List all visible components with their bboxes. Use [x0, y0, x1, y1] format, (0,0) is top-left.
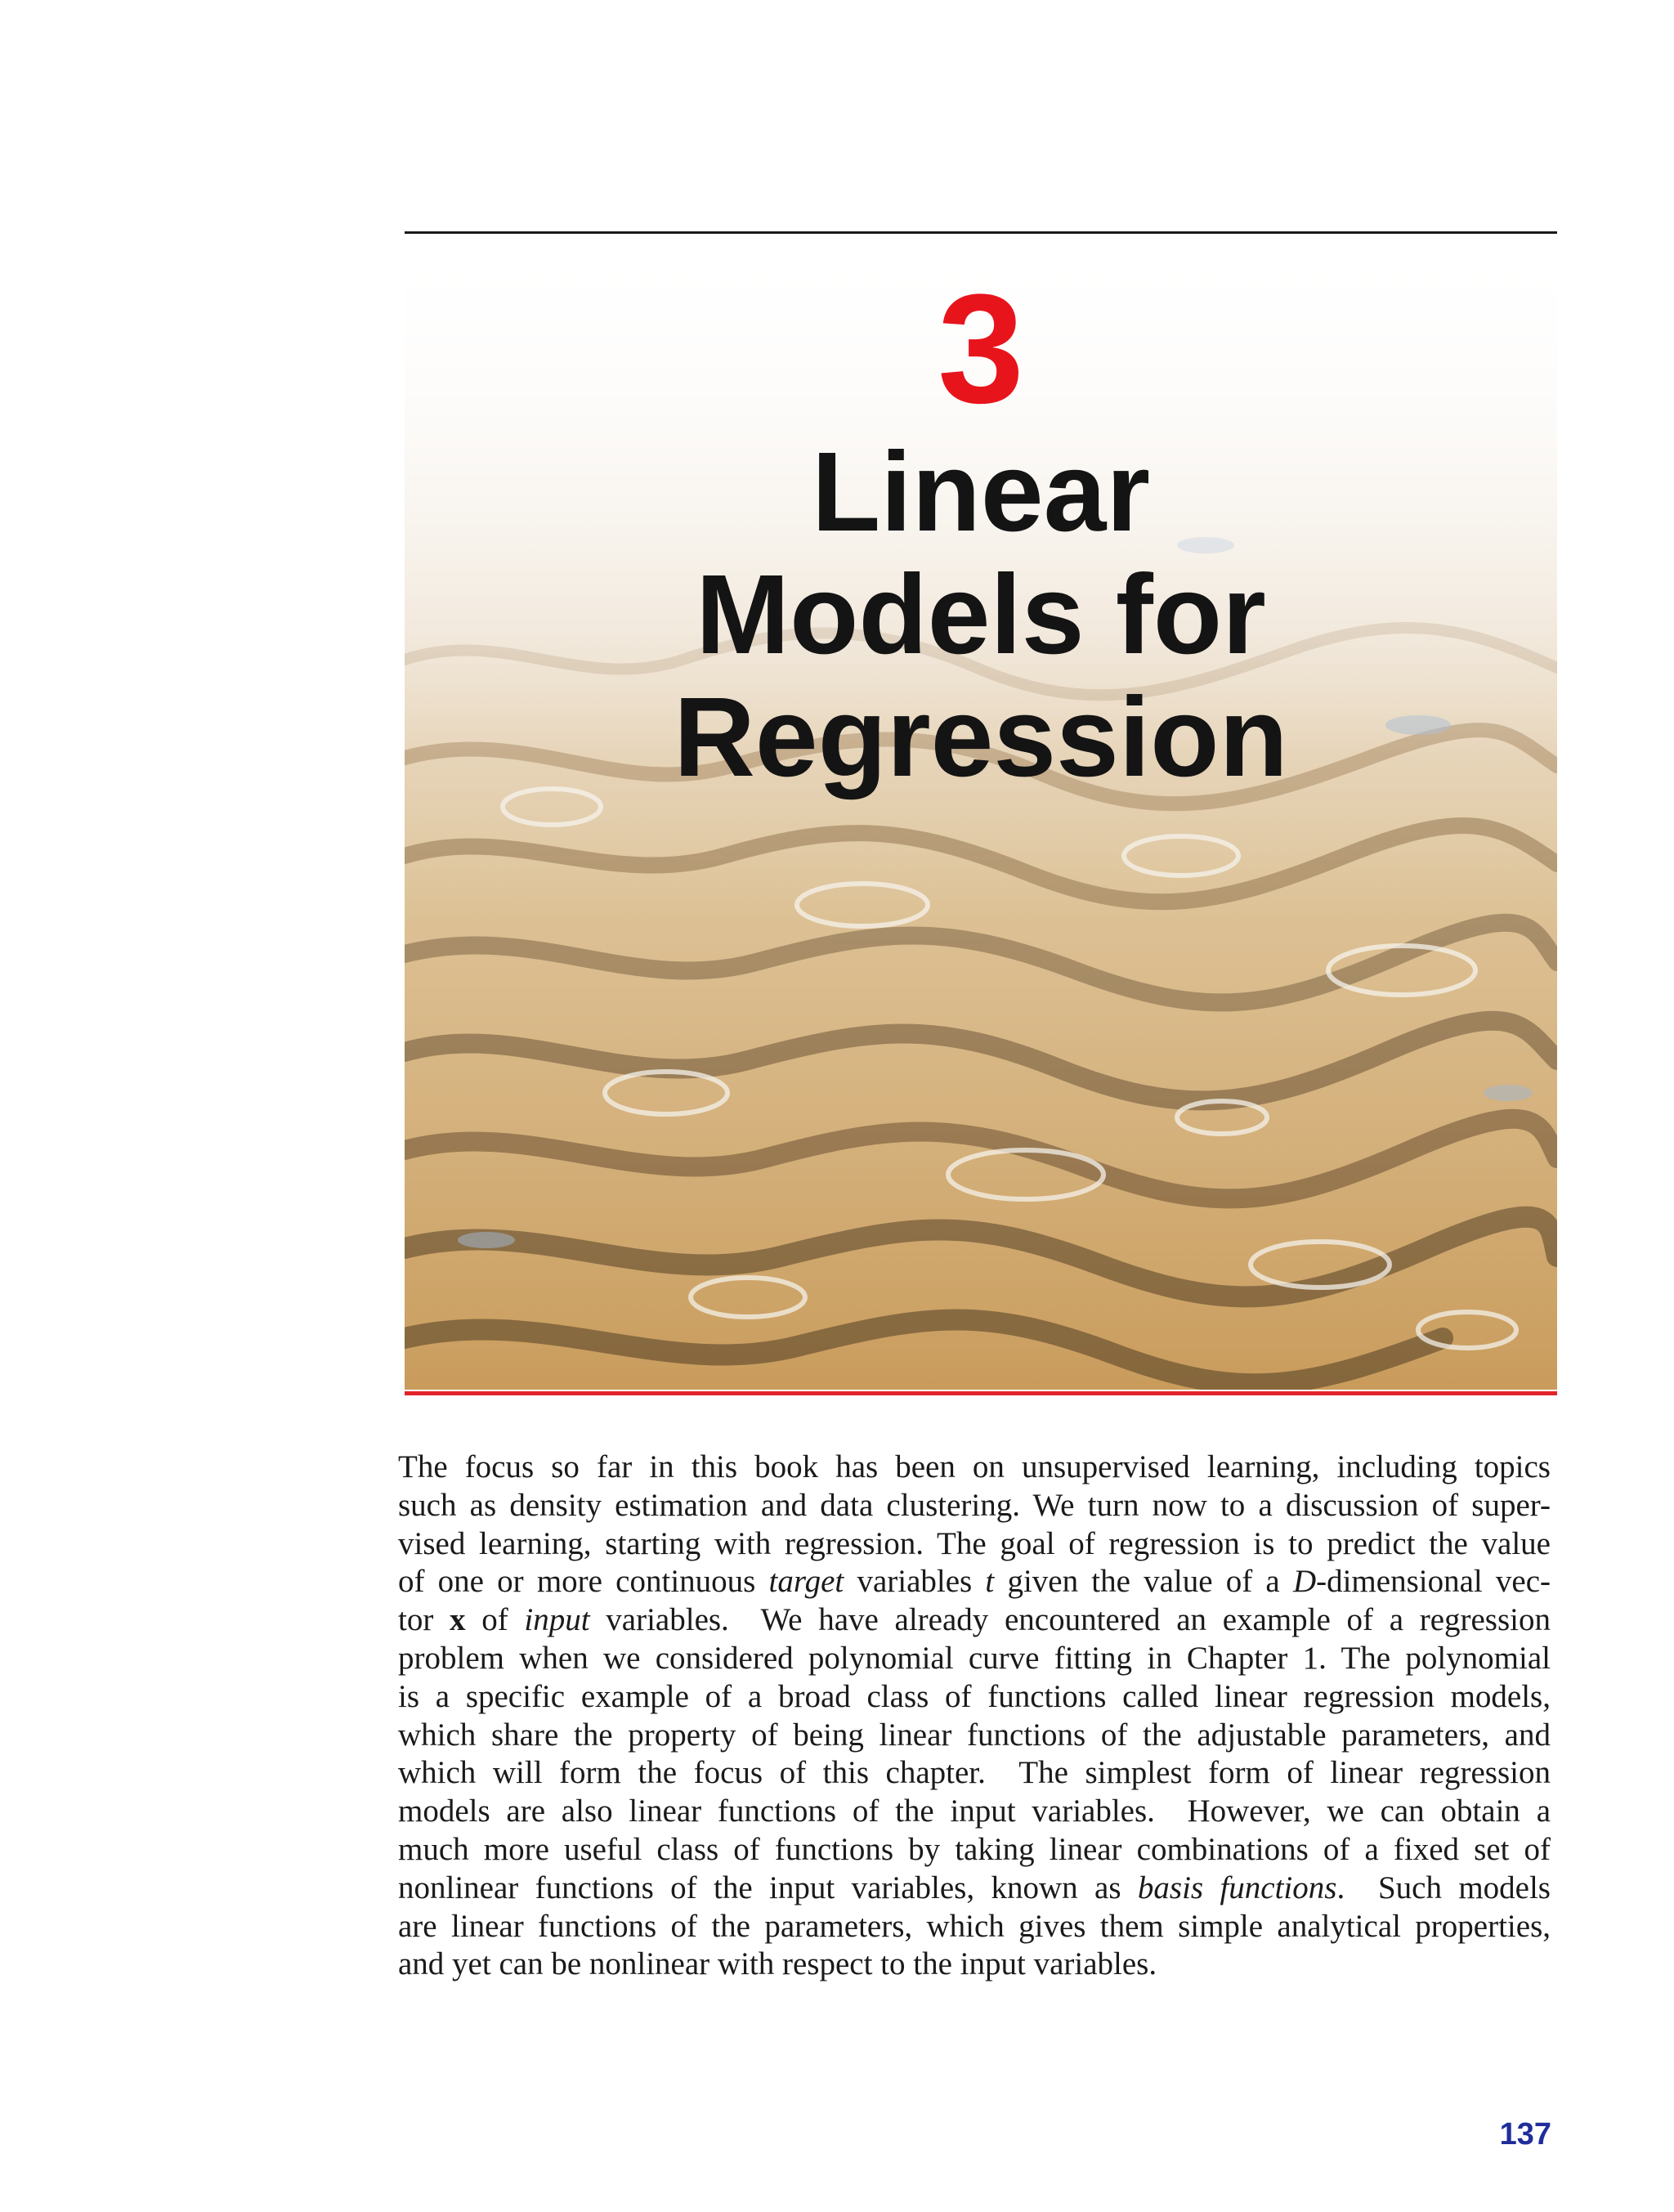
- chapter-title-line: Models for: [696, 552, 1266, 678]
- paragraph-line: [398, 1869, 1551, 1908]
- paragraph-text: problem when we considered polynomial curve fitting in Chapter 1. The polynomial: [398, 1640, 1551, 1676]
- paragraph-line: [398, 1754, 1551, 1793]
- paragraph-text: is a specific example of a broad class of functions called linear regression models,: [398, 1678, 1551, 1714]
- paragraph-text: t: [985, 1564, 995, 1600]
- chapter-title-line: Linear: [811, 429, 1151, 555]
- paragraph-line: [398, 1640, 1551, 1678]
- paragraph-text: vised learning, starting with regression. The goal of regression is to predict the value: [398, 1525, 1551, 1561]
- intro-paragraph: [398, 1449, 1551, 1984]
- paragraph-line: [398, 1601, 1551, 1640]
- paragraph-text: much more useful class of functions by taking linear combinations of a fixed set of: [398, 1831, 1551, 1867]
- top-rule: [405, 231, 1557, 234]
- paragraph-text: -dimensional vec-: [1316, 1564, 1551, 1600]
- paragraph-text: of: [465, 1602, 525, 1638]
- paragraph-text: . Such models: [1336, 1869, 1551, 1905]
- paragraph-line: [398, 1946, 1551, 1984]
- page-number: 137: [1499, 2117, 1551, 2152]
- paragraph-text: and yet can be nonlinear with respect to the input variables.: [398, 1946, 1157, 1982]
- paragraph-text: x: [450, 1602, 466, 1638]
- paragraph-text: variables. We have already encountered an example of a regression: [589, 1602, 1551, 1638]
- chapter-header-image: [405, 235, 1557, 1390]
- paragraph-line: [398, 1525, 1551, 1564]
- paragraph-text: The focus so far in this book has been on unsupervised learning, including topics: [398, 1449, 1551, 1484]
- paragraph-text: are linear functions of the parameters, which gives them simple analytical properties,: [398, 1908, 1551, 1944]
- paragraph-text: target: [768, 1564, 844, 1600]
- paragraph-line: [398, 1908, 1551, 1946]
- chapter-title-line: Regression: [674, 674, 1288, 800]
- paragraph-text: given the value of a: [994, 1564, 1293, 1600]
- paragraph-text: D: [1292, 1564, 1317, 1600]
- paragraph-text: of one or more continuous: [398, 1564, 769, 1600]
- paragraph-text: which share the property of being linear functions of the adjustable parameters, and: [398, 1717, 1551, 1753]
- paragraph-text: input: [524, 1602, 590, 1638]
- chapter-red-rule: [405, 1391, 1557, 1395]
- paragraph-line: [398, 1831, 1551, 1869]
- paragraph-line: [398, 1563, 1551, 1601]
- chapter-number: 3: [938, 262, 1024, 436]
- paragraph-line: [398, 1717, 1551, 1755]
- paragraph-text: tor: [398, 1602, 450, 1638]
- paragraph-text: basis functions: [1137, 1869, 1337, 1905]
- paragraph-line: [398, 1449, 1551, 1487]
- paragraph-text: variables: [844, 1564, 986, 1600]
- paragraph-text: models are also linear functions of the input variables. However, we can obtain a: [398, 1793, 1551, 1829]
- paragraph-text: which will form the focus of this chapter. The simplest form of linear regression: [398, 1755, 1551, 1791]
- chapter-title: [405, 431, 1557, 799]
- paragraph-text: such as density estimation and data clustering. We turn now to a discussion of super-: [398, 1487, 1551, 1523]
- paragraph-line: [398, 1793, 1551, 1831]
- paragraph-line: [398, 1487, 1551, 1525]
- paragraph-line: [398, 1678, 1551, 1717]
- paragraph-text: nonlinear functions of the input variables, known as: [398, 1869, 1138, 1905]
